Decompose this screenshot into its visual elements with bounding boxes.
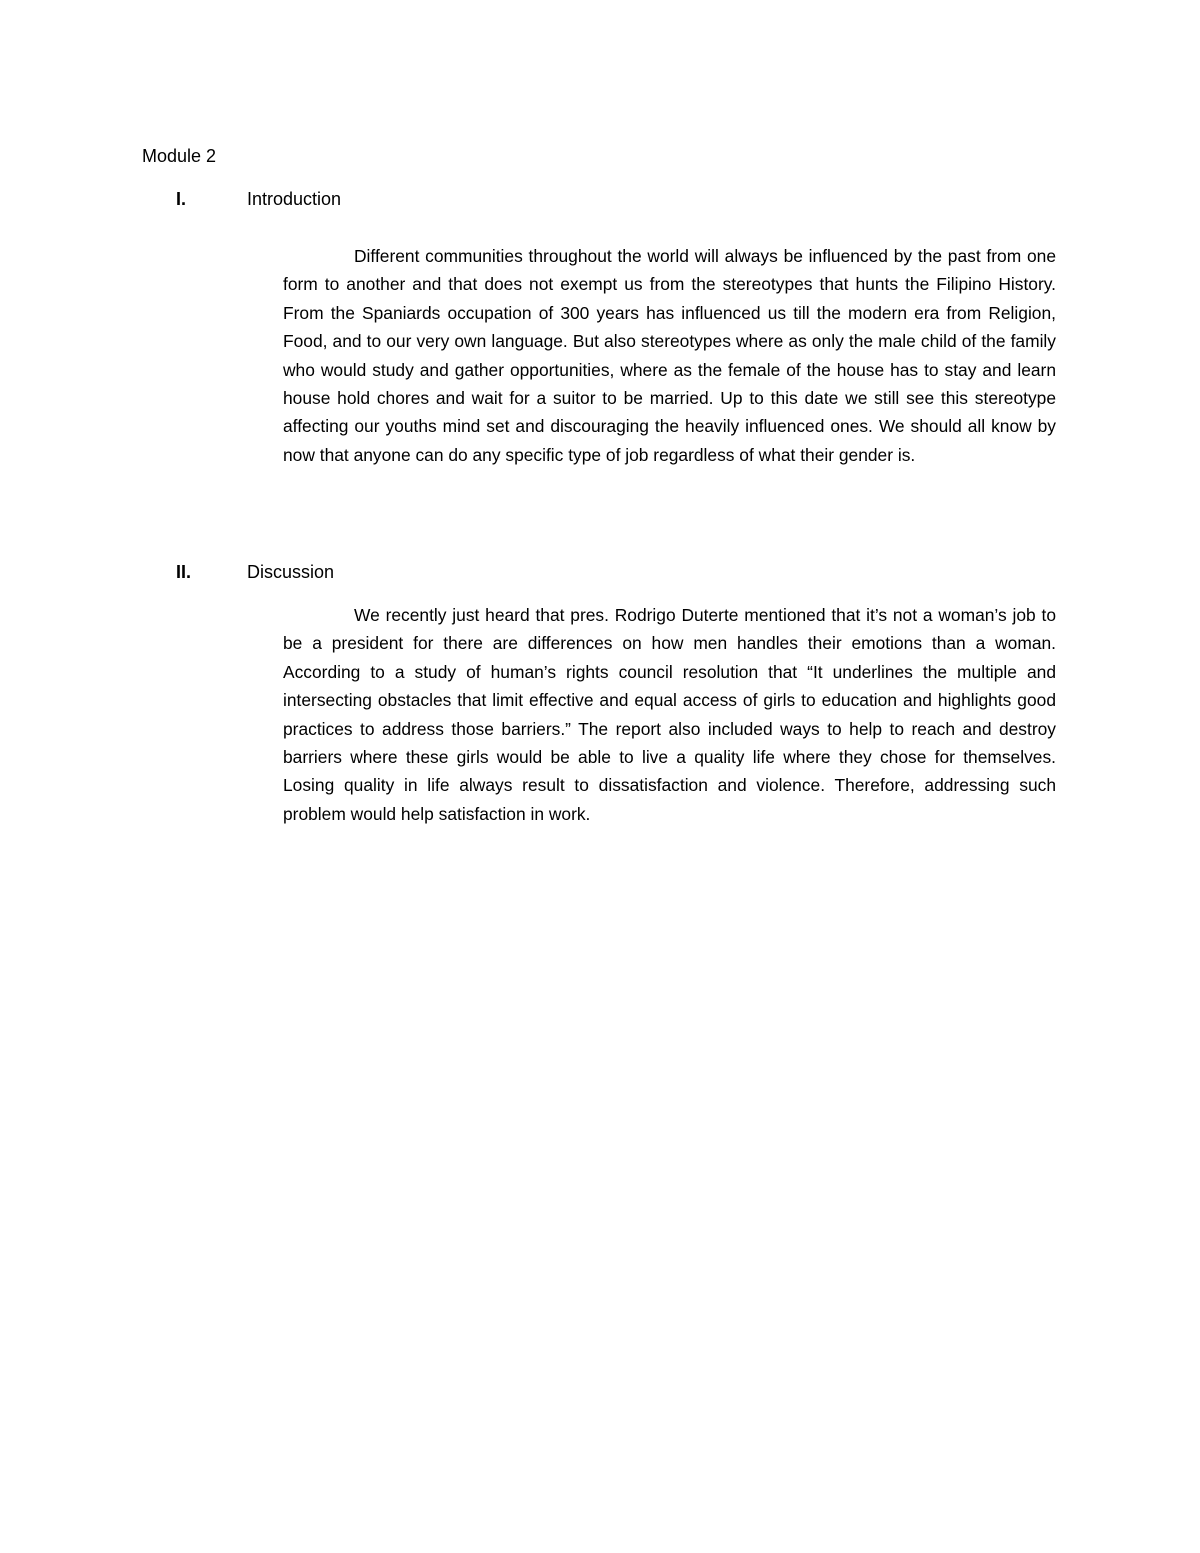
section-number-discussion: II. <box>176 562 192 582</box>
section-heading-introduction: Introduction <box>247 189 342 209</box>
section-number-introduction: I. <box>176 189 187 209</box>
section-heading-discussion: Discussion <box>247 562 335 582</box>
document-title: Module 2 <box>142 146 217 166</box>
introduction-paragraph: Different communities throughout the world will always be influenced by the past from one form to another and that does not exempt us from the stereotypes that hunts the Filipino History. From the Spaniards occupation of 300 years has influenced us till the modern era from Religion, Food, and to our very own language. But also stereotypes where as only the male child of the family who would study and gather opportunities, where as the female of the house has to stay and learn house hold chores and wait for a suitor to be married. Up to this date we still see this stereotype affecting our youths mind set and discouraging the heavily influenced ones. We should all know by now that anyone can do any specific type of job regardless of what their gender is. <box>283 246 1056 465</box>
discussion-paragraph: We recently just heard that pres. Rodrigo Duterte mentioned that it’s not a woman’s job to be a president for there are differences on how men handles their emotions than a woman. According to a study of human’s rights council resolution that “It underlines the multiple and intersecting obstacles that limit effective and equal access of girls to education and highlights good practices to address those barriers.” The report also included ways to help to reach and destroy barriers where these girls would be able to live a quality life where they chose for themselves. Losing quality in life always result to dissatisfaction and violence. Therefore, addressing such problem would help satisfaction in work. <box>283 605 1056 824</box>
